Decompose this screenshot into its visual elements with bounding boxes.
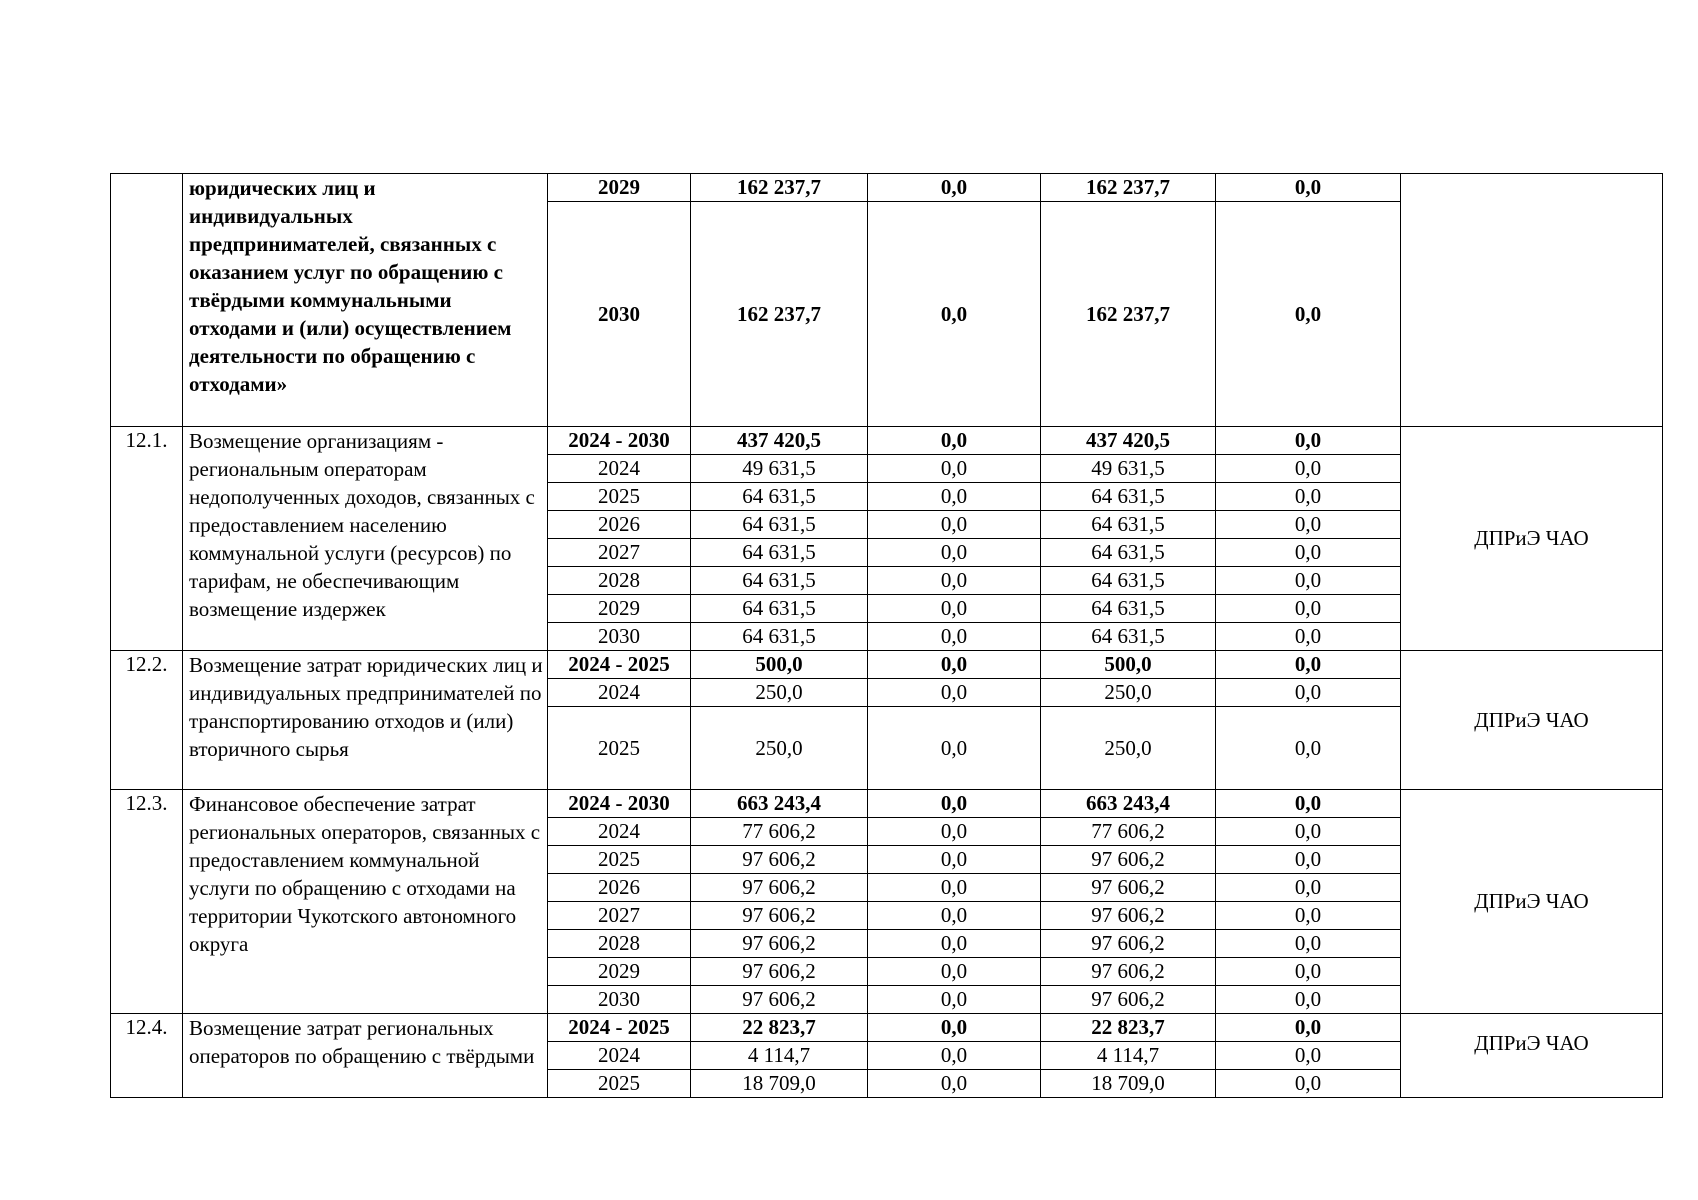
- year-cell: 2028: [548, 567, 691, 595]
- value-cell: 0,0: [1216, 1014, 1401, 1042]
- value-cell: 0,0: [1216, 679, 1401, 707]
- value-cell: 0,0: [868, 846, 1041, 874]
- measure-name-cell: Возмещение затрат региональных операторов по обращению с твёрдыми: [183, 1014, 548, 1098]
- value-cell: 0,0: [1216, 623, 1401, 651]
- value-cell: 0,0: [868, 930, 1041, 958]
- value-cell: 0,0: [868, 818, 1041, 846]
- value-cell: 0,0: [868, 455, 1041, 483]
- value-cell: 0,0: [1216, 1042, 1401, 1070]
- total-cell: 18 709,0: [691, 1070, 868, 1098]
- total-cell: 4 114,7: [691, 1042, 868, 1070]
- responsible-cell: ДПРиЭ ЧАО: [1401, 790, 1663, 1014]
- value-cell: 0,0: [1216, 902, 1401, 930]
- year-cell: 2024 - 2030: [548, 790, 691, 818]
- value-cell: 97 606,2: [1041, 958, 1216, 986]
- value-cell: 0,0: [868, 539, 1041, 567]
- value-cell: 0,0: [868, 707, 1041, 790]
- year-cell: 2026: [548, 874, 691, 902]
- value-cell: 0,0: [1216, 595, 1401, 623]
- total-cell: 97 606,2: [691, 958, 868, 986]
- row-number-cell: 12.2.: [111, 651, 183, 790]
- value-cell: 0,0: [1216, 818, 1401, 846]
- value-cell: 500,0: [1041, 651, 1216, 679]
- value-cell: 49 631,5: [1041, 455, 1216, 483]
- value-cell: 663 243,4: [1041, 790, 1216, 818]
- total-cell: 97 606,2: [691, 902, 868, 930]
- total-cell: 663 243,4: [691, 790, 868, 818]
- responsible-cell: ДПРиЭ ЧАО: [1401, 1014, 1663, 1098]
- value-cell: 437 420,5: [1041, 427, 1216, 455]
- value-cell: 250,0: [1041, 707, 1216, 790]
- total-cell: 64 631,5: [691, 595, 868, 623]
- value-cell: 0,0: [868, 958, 1041, 986]
- table-row: [111, 1014, 1663, 1042]
- budget-table: [110, 173, 1663, 1098]
- value-cell: 0,0: [1216, 874, 1401, 902]
- value-cell: 0,0: [868, 595, 1041, 623]
- year-cell: 2024 - 2025: [548, 1014, 691, 1042]
- responsible-cell: ДПРиЭ ЧАО: [1401, 427, 1663, 651]
- value-cell: 0,0: [1216, 930, 1401, 958]
- value-cell: 0,0: [868, 1070, 1041, 1098]
- row-number-cell: [111, 174, 183, 427]
- value-cell: 64 631,5: [1041, 511, 1216, 539]
- total-cell: 97 606,2: [691, 846, 868, 874]
- year-cell: 2029: [548, 958, 691, 986]
- row-number-cell: 12.1.: [111, 427, 183, 651]
- value-cell: 0,0: [1216, 539, 1401, 567]
- total-cell: 437 420,5: [691, 427, 868, 455]
- total-cell: 162 237,7: [691, 174, 868, 202]
- year-cell: 2028: [548, 930, 691, 958]
- value-cell: 0,0: [868, 623, 1041, 651]
- total-cell: 64 631,5: [691, 539, 868, 567]
- value-cell: 162 237,7: [1041, 174, 1216, 202]
- year-cell: 2024: [548, 455, 691, 483]
- value-cell: 0,0: [868, 511, 1041, 539]
- value-cell: 0,0: [868, 202, 1041, 427]
- year-cell: 2027: [548, 902, 691, 930]
- responsible-cell: [1401, 174, 1663, 427]
- total-cell: 64 631,5: [691, 623, 868, 651]
- year-cell: 2026: [548, 511, 691, 539]
- total-cell: 64 631,5: [691, 483, 868, 511]
- value-cell: 0,0: [1216, 427, 1401, 455]
- year-cell: 2024 - 2030: [548, 427, 691, 455]
- value-cell: 0,0: [868, 651, 1041, 679]
- year-cell: 2030: [548, 623, 691, 651]
- value-cell: 0,0: [868, 902, 1041, 930]
- value-cell: 0,0: [868, 1042, 1041, 1070]
- value-cell: 97 606,2: [1041, 902, 1216, 930]
- value-cell: 18 709,0: [1041, 1070, 1216, 1098]
- value-cell: 0,0: [1216, 567, 1401, 595]
- total-cell: 64 631,5: [691, 511, 868, 539]
- year-cell: 2029: [548, 595, 691, 623]
- value-cell: 0,0: [1216, 986, 1401, 1014]
- total-cell: 250,0: [691, 679, 868, 707]
- total-cell: 64 631,5: [691, 567, 868, 595]
- value-cell: 0,0: [868, 174, 1041, 202]
- total-cell: 97 606,2: [691, 874, 868, 902]
- year-cell: 2025: [548, 846, 691, 874]
- value-cell: 64 631,5: [1041, 483, 1216, 511]
- value-cell: 0,0: [1216, 202, 1401, 427]
- value-cell: 97 606,2: [1041, 846, 1216, 874]
- value-cell: 0,0: [868, 483, 1041, 511]
- value-cell: 0,0: [868, 679, 1041, 707]
- year-cell: 2024: [548, 818, 691, 846]
- total-cell: 97 606,2: [691, 986, 868, 1014]
- year-cell: 2025: [548, 483, 691, 511]
- value-cell: 250,0: [1041, 679, 1216, 707]
- value-cell: 0,0: [1216, 174, 1401, 202]
- value-cell: 0,0: [868, 986, 1041, 1014]
- measure-name-cell: Финансовое обеспечение затрат региональных операторов, связанных с предоставлением коммунальной услуги по обращению с отходами на территории Чукотского автономного округа: [183, 790, 548, 1014]
- value-cell: 0,0: [1216, 511, 1401, 539]
- measure-name-cell: юридических лиц и индивидуальных предпринимателей, связанных с оказанием услуг по обращению с твёрдыми коммунальными отходами и (или) осуществлением деятельности по обращению с отходами»: [183, 174, 548, 427]
- value-cell: 77 606,2: [1041, 818, 1216, 846]
- year-cell: 2024: [548, 679, 691, 707]
- value-cell: 4 114,7: [1041, 1042, 1216, 1070]
- value-cell: 0,0: [1216, 958, 1401, 986]
- total-cell: 500,0: [691, 651, 868, 679]
- total-cell: 97 606,2: [691, 930, 868, 958]
- value-cell: 97 606,2: [1041, 930, 1216, 958]
- value-cell: 0,0: [868, 427, 1041, 455]
- value-cell: 0,0: [1216, 1070, 1401, 1098]
- value-cell: 64 631,5: [1041, 595, 1216, 623]
- value-cell: 0,0: [868, 567, 1041, 595]
- value-cell: 0,0: [1216, 707, 1401, 790]
- value-cell: 0,0: [868, 874, 1041, 902]
- responsible-cell: ДПРиЭ ЧАО: [1401, 651, 1663, 790]
- value-cell: 64 631,5: [1041, 539, 1216, 567]
- value-cell: 0,0: [1216, 483, 1401, 511]
- table-row: [111, 174, 1663, 202]
- value-cell: 0,0: [1216, 651, 1401, 679]
- table-row: [111, 651, 1663, 679]
- value-cell: 0,0: [1216, 846, 1401, 874]
- row-number-cell: 12.3.: [111, 790, 183, 1014]
- year-cell: 2024: [548, 1042, 691, 1070]
- year-cell: 2027: [548, 539, 691, 567]
- value-cell: 162 237,7: [1041, 202, 1216, 427]
- table-row: [111, 790, 1663, 818]
- row-number-cell: 12.4.: [111, 1014, 183, 1098]
- table-row: [111, 427, 1663, 455]
- value-cell: 97 606,2: [1041, 986, 1216, 1014]
- value-cell: 0,0: [868, 1014, 1041, 1042]
- year-cell: 2030: [548, 986, 691, 1014]
- value-cell: 0,0: [1216, 790, 1401, 818]
- value-cell: 64 631,5: [1041, 567, 1216, 595]
- measure-name-cell: Возмещение затрат юридических лиц и индивидуальных предпринимателей по транспортированию отходов и (или) вторичного сырья: [183, 651, 548, 790]
- total-cell: 250,0: [691, 707, 868, 790]
- total-cell: 22 823,7: [691, 1014, 868, 1042]
- value-cell: 0,0: [868, 790, 1041, 818]
- year-cell: 2025: [548, 707, 691, 790]
- value-cell: 97 606,2: [1041, 874, 1216, 902]
- year-cell: 2025: [548, 1070, 691, 1098]
- value-cell: 64 631,5: [1041, 623, 1216, 651]
- year-cell: 2024 - 2025: [548, 651, 691, 679]
- value-cell: 0,0: [1216, 455, 1401, 483]
- total-cell: 49 631,5: [691, 455, 868, 483]
- value-cell: 22 823,7: [1041, 1014, 1216, 1042]
- total-cell: 162 237,7: [691, 202, 868, 427]
- year-cell: 2029: [548, 174, 691, 202]
- year-cell: 2030: [548, 202, 691, 427]
- total-cell: 77 606,2: [691, 818, 868, 846]
- measure-name-cell: Возмещение организациям - региональным операторам недополученных доходов, связанных с предоставлением населению коммунальной услуги (ресурсов) по тарифам, не обеспечивающим возмещение издержек: [183, 427, 548, 651]
